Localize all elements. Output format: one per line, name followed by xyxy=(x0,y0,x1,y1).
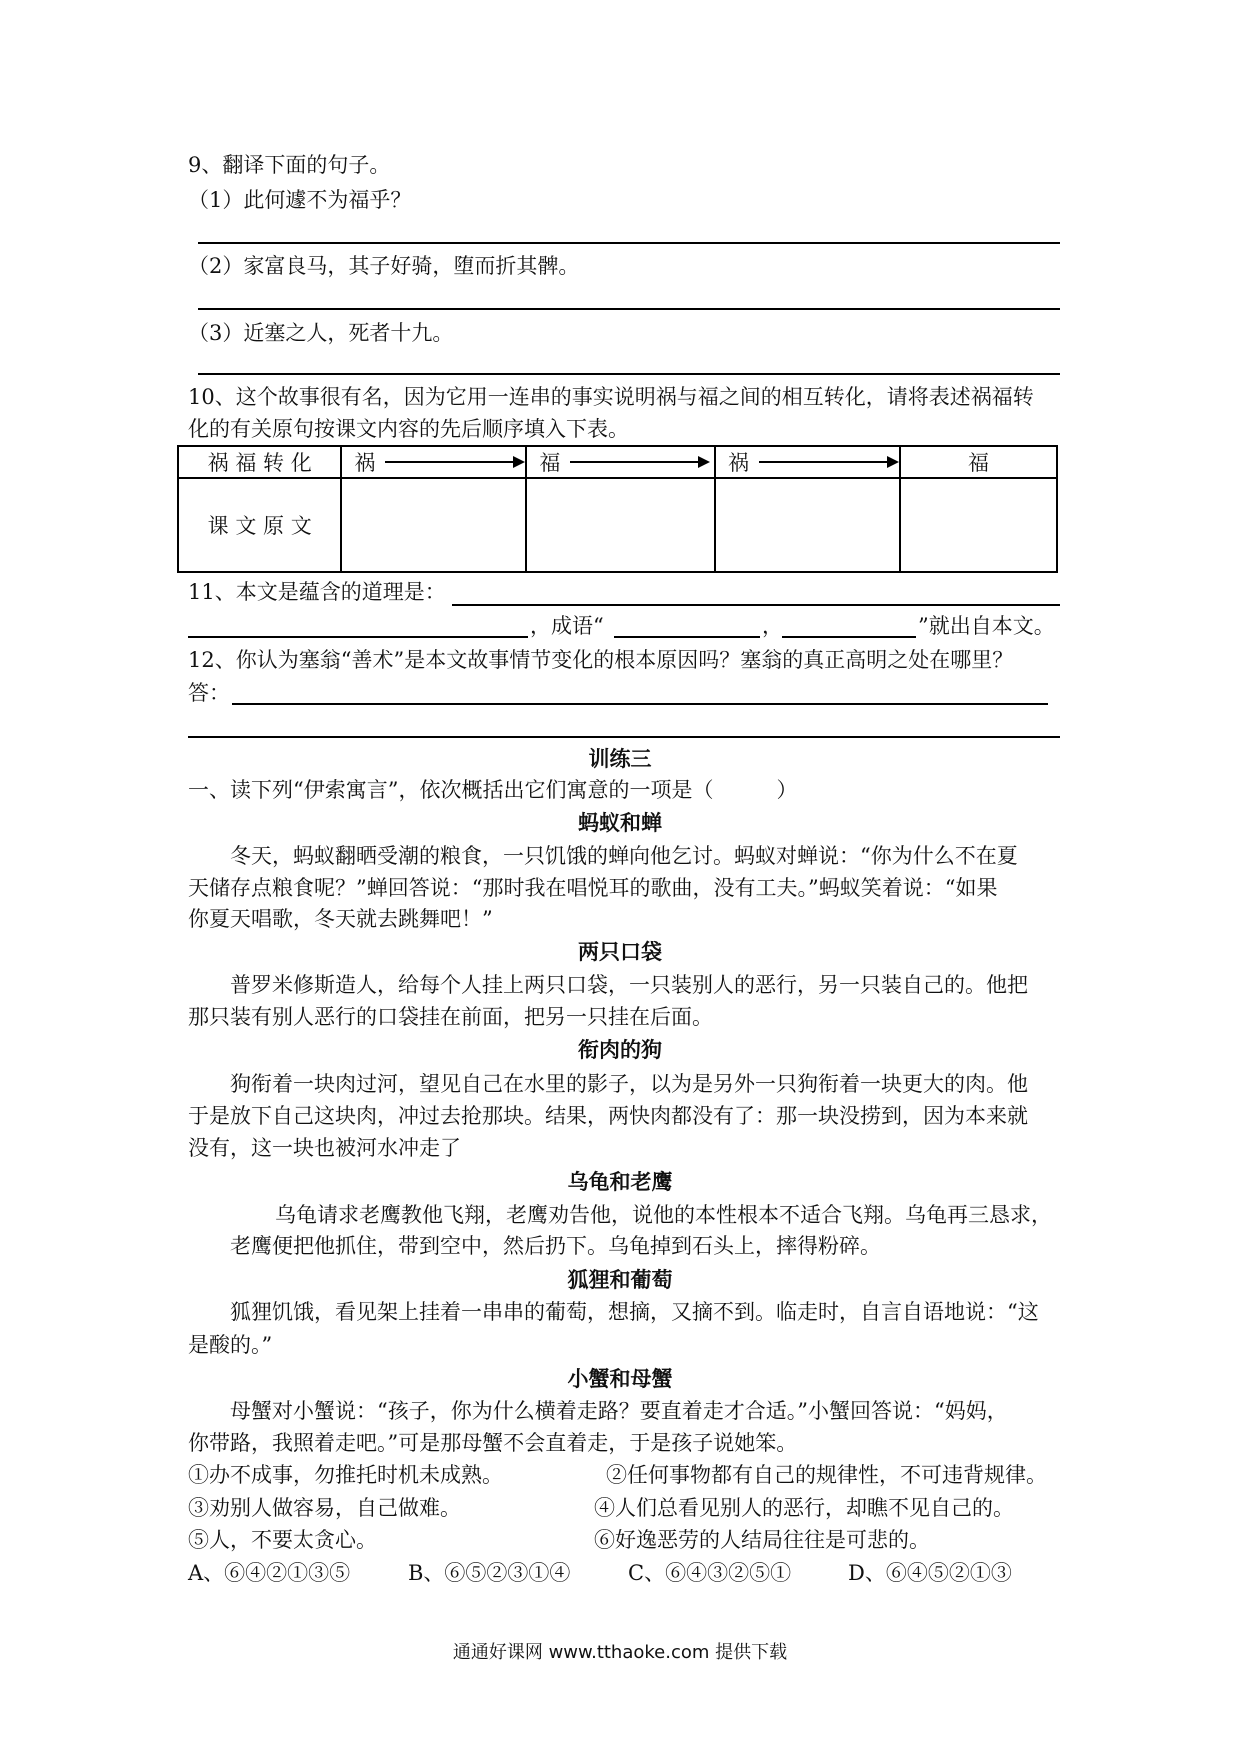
fable-text: 狐狸饥饿，看见架上挂着一串串的葡萄，想摘，又摘不到。临走时，自言自语地说：“这 xyxy=(230,1300,1039,1324)
option-b[interactable]: B、⑥⑤②③①④ xyxy=(408,1561,571,1585)
section-question: 一、读下列“伊索寓言”，依次概括出它们寓意的一项是（ ） xyxy=(188,778,798,802)
q10-line-1: 10、这个故事很有名，因为它用一连串的事实说明祸与福之间的相互转化，请将表述祸福转 xyxy=(188,385,1034,409)
fable-text: 老鹰便把他抓住，带到空中，然后扔下。乌龟掉到石头上，摔得粉碎。 xyxy=(230,1234,881,1258)
table-row xyxy=(178,478,1057,572)
answer-line xyxy=(198,373,1060,375)
table-answer-cell[interactable] xyxy=(900,478,1057,572)
q9-item-1: （1）此何遽不为福乎？ xyxy=(188,188,412,212)
fable-text: 冬天，蚂蚁翻晒受潮的粮食，一只饥饿的蝉向他乞讨。蚂蚁对蝉说：“你为什么不在夏 xyxy=(230,844,1018,868)
fable-title: 蚂蚁和蝉 xyxy=(578,810,662,835)
fable-text: 天储存点粮食呢？”蝉回答说：“那时我在唱悦耳的歌曲，没有工夫。”蚂蚁笑着说：“如果 xyxy=(188,876,998,900)
fable-text: 于是放下自己这块肉，冲过去抢那块。结果，两快肉都没有了：那一块没捞到，因为本来就 xyxy=(188,1104,1028,1128)
fable-text: 乌龟请求老鹰教他飞翔，老鹰劝告他，说他的本性根本不适合飞翔。乌龟再三恳求， xyxy=(275,1203,1052,1227)
option-d[interactable]: D、⑥④⑤②①③ xyxy=(848,1561,1012,1585)
table-row-label: 祸 福 转 化 xyxy=(178,446,341,478)
table-header-label: 祸 xyxy=(728,451,750,475)
q11-comma: ， xyxy=(762,614,783,638)
answer-line xyxy=(614,636,760,638)
fable-text: 你夏天唱歌，冬天就去跳舞吧！” xyxy=(188,907,493,931)
answer-line xyxy=(198,308,1060,310)
q11-idiom-open: ，成语“ xyxy=(530,614,604,638)
fable-text: 母蟹对小蟹说：“孩子，你为什么横着走路？要直着走才合适。”小蟹回答说：“妈妈， xyxy=(230,1399,1008,1423)
q10-line-2: 化的有关原句按课文内容的先后顺序填入下表。 xyxy=(188,417,629,441)
q12-line-1: 12、你认为塞翁“善术”是本文故事情节变化的根本原因吗？塞翁的真正高明之处在哪里？ xyxy=(188,648,1014,672)
moral-item: ②任何事物都有自己的规律性，不可违背规律。 xyxy=(606,1463,1047,1487)
footer-credit: 通通好课网 www.tthaoke.com 提供下载 xyxy=(452,1642,788,1663)
table-cell xyxy=(526,446,715,478)
q9-item-2: （2）家富良马，其子好骑，堕而折其髀。 xyxy=(188,254,580,278)
table-row-label: 课 文 原 文 xyxy=(178,478,341,572)
right-arrow-icon xyxy=(385,456,525,468)
fable-text: 没有，这一块也被河水冲走了 xyxy=(188,1136,461,1160)
option-c[interactable]: C、⑥④③②⑤① xyxy=(628,1561,792,1585)
answer-line xyxy=(782,636,916,638)
fable-title: 乌龟和老鹰 xyxy=(567,1169,673,1194)
q11-tail: ”就出自本文。 xyxy=(918,614,1055,638)
table-cell xyxy=(715,446,900,478)
table-header-row xyxy=(178,446,1057,478)
moral-item: ⑤人，不要太贪心。 xyxy=(188,1528,377,1552)
table-answer-cell[interactable] xyxy=(526,478,715,572)
fable-text: 普罗米修斯造人，给每个人挂上两只口袋，一只装别人的恶行，另一只装自己的。他把 xyxy=(230,973,1028,997)
moral-item: ④人们总看见别人的恶行，却瞧不见自己的。 xyxy=(594,1496,1014,1520)
answer-line xyxy=(188,736,1060,738)
fable-text: 你带路，我照着走吧。”可是那母蟹不会直着走，于是孩子说她笨。 xyxy=(188,1431,798,1455)
fable-text: 狗衔着一块肉过河，望见自己在水里的影子，以为是另外一只狗衔着一块更大的肉。他 xyxy=(230,1072,1028,1096)
section-title: 训练三 xyxy=(588,746,652,771)
q9-title: 9、翻译下面的句子。 xyxy=(188,153,391,177)
q11-line-1: 11、本文是蕴含的道理是： xyxy=(188,580,446,604)
fable-text: 那只装有别人恶行的口袋挂在前面，把另一只挂在后面。 xyxy=(188,1005,713,1029)
table-header-label: 福 xyxy=(539,451,561,475)
fortune-table xyxy=(177,445,1058,573)
table-header-label: 祸 xyxy=(354,451,376,475)
fable-title: 小蟹和母蟹 xyxy=(567,1366,673,1391)
table-answer-cell[interactable] xyxy=(715,478,900,572)
fable-text: 是酸的。” xyxy=(188,1333,273,1357)
right-arrow-icon xyxy=(570,456,710,468)
q12-answer-label: 答： xyxy=(188,681,230,705)
answer-line xyxy=(452,604,1060,606)
q9-item-3: （3）近塞之人，死者十九。 xyxy=(188,321,454,345)
moral-item: ③劝别人做容易，自己做难。 xyxy=(188,1496,461,1520)
table-answer-cell[interactable] xyxy=(341,478,526,572)
answer-line xyxy=(198,242,1060,244)
fable-title: 狐狸和葡萄 xyxy=(567,1267,673,1292)
fable-title: 两只口袋 xyxy=(578,939,662,964)
moral-item: ⑥好逸恶劳的人结局往往是可悲的。 xyxy=(594,1528,930,1552)
option-a[interactable]: A、⑥④②①③⑤ xyxy=(188,1561,351,1585)
fable-title: 衔肉的狗 xyxy=(578,1037,662,1062)
table-header-label: 福 xyxy=(900,446,1057,478)
answer-line xyxy=(188,636,528,638)
answer-line xyxy=(232,703,1048,705)
table-cell xyxy=(341,446,526,478)
moral-item: ①办不成事，勿推托时机未成熟。 xyxy=(188,1463,503,1487)
right-arrow-icon xyxy=(759,456,899,468)
